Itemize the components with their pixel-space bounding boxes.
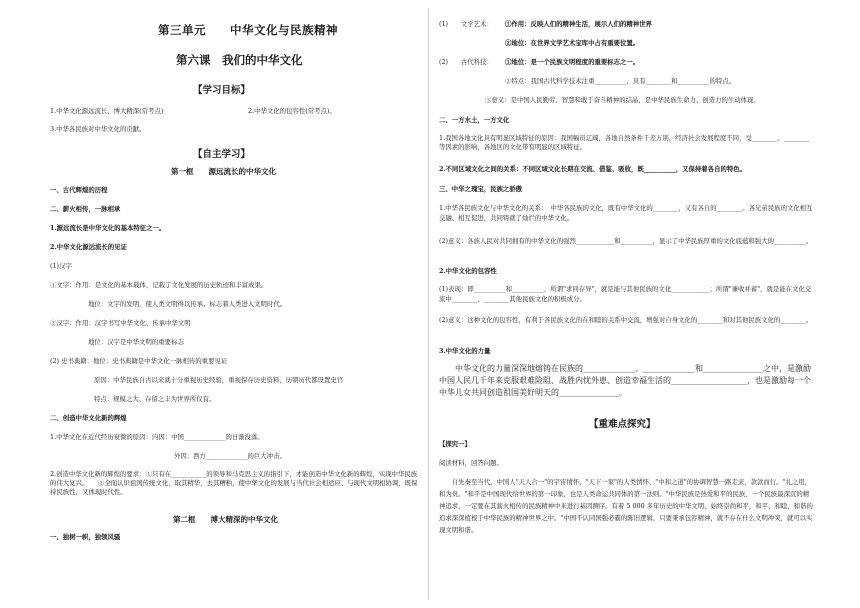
point-basic-feature: 1.源远流长是中华文化的基本特征之一。 (50, 224, 166, 232)
sci-tech-feature: ②特点：我国古代科学技术注重__________，具有________和__________的特点。 (505, 77, 736, 85)
inquiry-1-material: 自先秦至当代，中国人"天人合一"的宇宙情怀、"天下一家"的人类情怀、"中和之道"的协调智慧一路走来，款款而行。"礼之用，和为贵。"和平是中国现代给世界的第一印象，也是人类命运共同体的第一法则。"中华民族是热爱和平的民族，一个民族最深沉的精神追求，一定要在其薪火相传的民族精神中来进行基因测序。有着 5 000 多年历史的中华文明，始终崇尚和平，和平、和睦、和谐的追求深深植根于中华民族的精神世界之中。"中国不认同国强必霸的陈旧逻辑，只要秉承包容精神，就不存在什么文明冲突，就可以实现文明和谐。 (439, 478, 813, 534)
sci-tech-status: ①地位：是一个民族文明程度的重要标志之一。 (505, 58, 640, 66)
frame-2-title: 第二框 博大精深的中华文化 (173, 515, 278, 524)
frame-1-title: 第一框 源远流长的中华文化 (171, 167, 276, 176)
point-inclusiveness-manifest: (1)表现：即__________和__________，所谓"求同存异"，就是能与其他民族的文化____________；所谓"兼收并蓄"，就是能在文化交流中________、________其他民族文化的积极成分。 (439, 285, 812, 303)
goal-2: 2.中华文化的包容性(常考点)。 (248, 107, 336, 115)
point-inclusiveness-meaning: (2)意义：这种文化的包容性，有利于各民族文化的在和睦的关系中交流，增强对自身文化的________和对其他民族文化的________。 (439, 316, 813, 324)
point-history-feature: 特点：规模之大、存留之丰为世界所仅有。 (94, 395, 216, 403)
point-ethnic-meaning: (2)意义：各族人民对共同拥有的中华文化的强烈____________和__________，显示了中华民族厚重的文化底蕴和强大的__________。 (439, 237, 813, 245)
lesson-title: 第六课 我们的中华文化 (176, 53, 303, 67)
point-regional-reason: 1.我国各地文化具有明显区域特征的原因：我国幅员辽阔，各地自然条件千差万别，经济社会发展程度不同，受________、________等因素的影响，各地区的文化带有明显的区域特征。 (439, 134, 810, 151)
goal-3: 3.中华各民族对中华文化的贡献。 (50, 125, 146, 133)
point-new-glory-requirement: 2.创造中华文化新的辉煌的要求：①只有在___________的领导和马克思主义的指引下，才能创造中华文化新的辉煌，实现中华民族的伟大复兴。 ②全面认识祖国传统文化，取其精华，去其糟粕，使中华文化的发展与当代社会相适应、与现代文明相协调，既保持民族性，又体现时代性。 (50, 470, 418, 496)
lit-art-role: ①作用：反映人们的精神生活，展示人们的精神世界 (505, 20, 652, 28)
column-divider (428, 8, 429, 600)
point-power: 3.中华文化的力量 (439, 347, 491, 355)
point-evidence: 2.中华文化源远流长的见证 (50, 243, 127, 251)
point-hanzi-status: 地位：汉字是中华文明的重要标志 (88, 338, 184, 346)
point-decline-outer: 外因：西方_____________的巨大冲击。 (174, 452, 286, 460)
heading-unique: 一、独树一帜，独领风骚 (50, 533, 121, 541)
goal-1: 1.中华文化源远流长、博大精深(常考点) (50, 107, 164, 115)
sci-tech-meaning: ③意义：是中国人民勤劳、智慧和敢于奋斗精神的结晶，是中华民族生命力、创造力的生动体现。 (485, 96, 760, 104)
unit-title: 第三单元 中华文化与民族精神 (158, 23, 338, 37)
heading-ancient-glory: 一、古代辉煌的历程 (50, 186, 108, 194)
point-writing-role: ①文字：作用：是文化的基本载体，记载了文化发展的历史轨迹和丰富成果。 (50, 281, 268, 289)
self-study-heading: 【自主学习】 (193, 149, 251, 160)
point-chinese-chars: (1)汉字 (50, 262, 72, 270)
learning-goals-heading: 【学习目标】 (193, 85, 251, 96)
point-ethnic-relation: 1.中华各民族文化与中华文化的关系： 中华各民族的文化，既有中华文化的________，又有各自的________。各兄弟民族的文化相互交融、相互促进，共同铸就了灿烂的中华文化。 (439, 204, 813, 222)
point-hanzi-role: ②汉字：作用：汉字书写中华文化、传承中华文明 (50, 319, 191, 327)
point-writing-status: 地位：文字的发明，使人类文明得以传承。标志着人类进入文明时代。 (88, 300, 287, 308)
point-inclusiveness: 2.中华文化的包容性 (439, 267, 497, 275)
heading-treasure: 三、中华之瑰宝，民族之骄傲 (439, 185, 523, 193)
point-power-text: 中华文化的力量深深地熔铸在民族的_____________、_____________和_______________之中，是激励中国人民几千年来克服艰难险阻、战胜内忧外患、创造幸福生活的___________________，也是激励每一个中华儿女共同创造祖国美好明天的_______________。 (439, 364, 811, 397)
lit-art-status: ②地位：在世界文学艺术宝库中占有重要位置。 (505, 39, 640, 47)
inquiry-1-instruction: 阅读材料，回答问题。 (439, 459, 503, 467)
lit-art-label: (1) 文学艺术： (439, 20, 493, 28)
point-history-reason: 原因：中华民族自古以来就十分重视历史经验，重视保存历史资料，历朝历代都设置史官 (94, 376, 344, 384)
point-regional-relation: 2.不同区域文化之间的关系：不同区域文化长期在交流、借鉴、吸收，既__________，又保持着各自的特色。 (439, 165, 747, 173)
inquiry-1-heading: 【探究一】 (439, 440, 471, 448)
sci-tech-label: (2) 古代科技： (439, 58, 493, 66)
point-history-books: (2) 史书典籍：地位：史书典籍是中华文化一脉相传的重要见证 (50, 357, 228, 365)
heading-regional: 二、一方水土，一方文化 (439, 116, 510, 124)
heading-new-glory: 二、创造中华文化新的辉煌 (50, 414, 127, 422)
heading-passing-torch: 二、薪火相传，一脉相承 (50, 205, 121, 213)
key-points-heading: 【重难点探究】 (589, 419, 656, 430)
point-decline-inner: 1.中华文化在近代经历衰微的原因：内因：中国_____________的日渐没落。 (50, 433, 264, 441)
